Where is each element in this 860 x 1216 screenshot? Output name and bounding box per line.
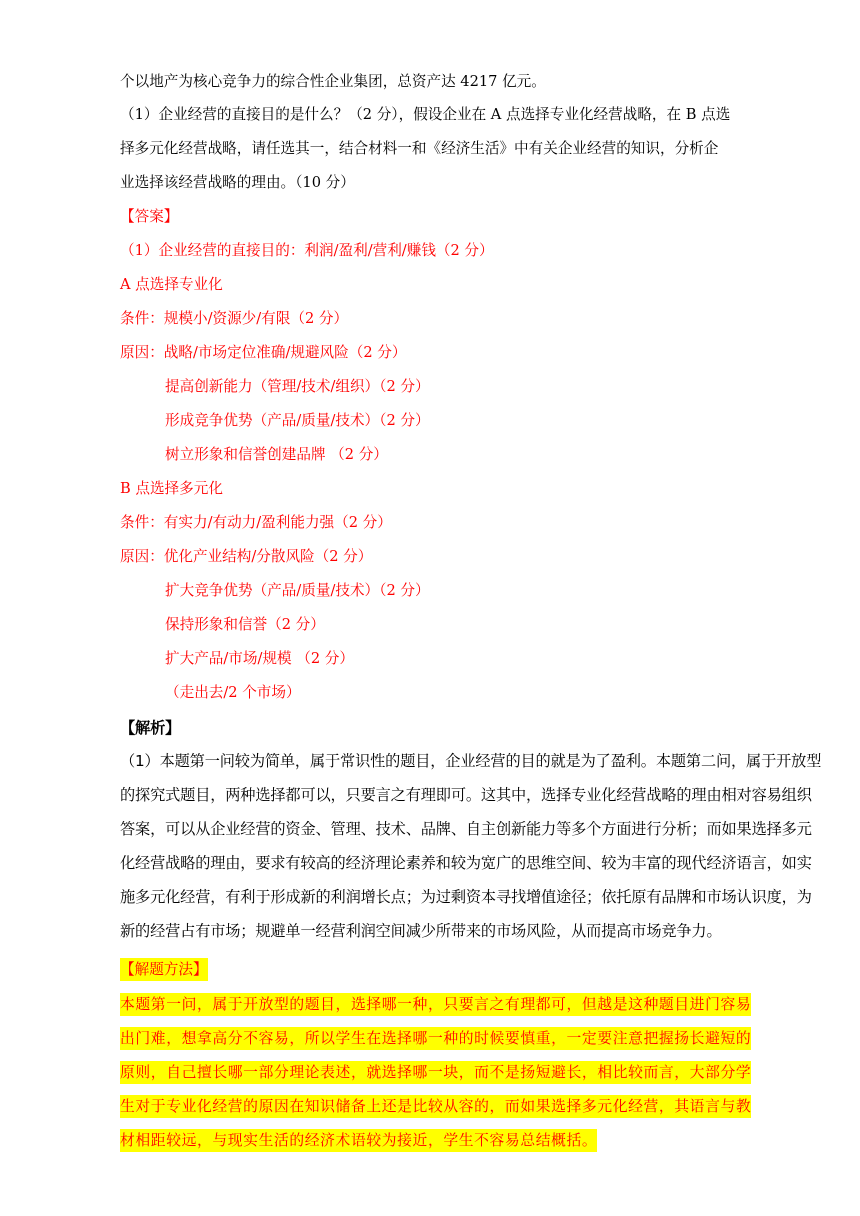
- method-heading-row: [120, 960, 208, 980]
- answer-b-reason: （走出去/2 个市场）: [165, 684, 301, 701]
- answer-b-reason: 保持形象和信誉（2 分）: [165, 616, 325, 633]
- analysis-line: 施多元化经营，有利于形成新的利润增长点；为过剩资本寻找增值途径；依托原有品牌和市场认识度，为: [120, 888, 812, 906]
- method-row: [120, 1063, 751, 1083]
- question-line-1: （1）企业经营的直接目的是什么？（2 分），假设企业在 A 点选择专业化经营战略，在 B 点选: [120, 106, 731, 123]
- analysis-line: 答案，可以从企业经营的资金、管理、技术、品牌、自主创新能力等多个方面进行分析；而如果选择多元: [120, 820, 812, 838]
- answer-b-condition: 条件：有实力/有动力/盈利能力强（2 分）: [120, 514, 392, 531]
- analysis-line: （1）本题第一问较为简单，属于常识性的题目，企业经营的目的就是为了盈利。本题第二问，属于开放型: [120, 752, 822, 770]
- answer-b-reason: 原因：优化产业结构/分散风险（2 分）: [120, 548, 373, 565]
- answer-a-condition: 条件：规模小/资源少/有限（2 分）: [120, 310, 349, 327]
- answer-b-reason: 扩大产品/市场/规模 （2 分）: [165, 650, 354, 667]
- method-heading: 【解题方法】: [120, 958, 208, 981]
- method-line: 材相距较远，与现实生活的经济术语较为接近，学生不容易总结概括。: [120, 1129, 597, 1152]
- answer-b-reason: 扩大竞争优势（产品/质量/技术）（2 分）: [165, 582, 430, 599]
- analysis-line: 化经营战略的理由，要求有较高的经济理论素养和较为宽广的思维空间、较为丰富的现代经济语言，如实: [120, 854, 812, 872]
- answer-a-reason: 树立形象和信誉创建品牌 （2 分）: [165, 446, 388, 463]
- answer-a-reason: 形成竞争优势（产品/质量/技术）（2 分）: [165, 412, 430, 429]
- answer-purpose: （1）企业经营的直接目的：利润/盈利/营利/赚钱（2 分）: [120, 242, 494, 259]
- method-row: [120, 1029, 751, 1049]
- method-line: 原则，自己擅长哪一部分理论表述，就选择哪一块，而不是扬短避长，相比较而言，大部分学: [120, 1061, 751, 1084]
- method-row: [120, 995, 751, 1015]
- method-row: [120, 1097, 751, 1117]
- method-line: 出门难，想拿高分不容易，所以学生在选择哪一种的时候要慎重，一定要注意把握扬长避短的: [120, 1027, 751, 1050]
- question-line-3: 业选择该经营战略的理由。（10 分）: [120, 174, 355, 191]
- answer-a-title: A 点选择专业化: [120, 276, 223, 293]
- answer-heading: 【答案】: [120, 208, 179, 225]
- method-row: [120, 1131, 597, 1151]
- analysis-line: 新的经营占有市场；规避单一经营利润空间减少所带来的市场风险，从而提高市场竞争力。: [120, 922, 722, 940]
- analysis-heading: 【解析】: [120, 719, 181, 737]
- answer-a-reason: 原因：战略/市场定位准确/规避风险（2 分）: [120, 344, 407, 361]
- intro-line: 个以地产为核心竞争力的综合性企业集团，总资产达 4217 亿元。: [120, 73, 546, 90]
- answer-b-title: B 点选择多元化: [120, 480, 223, 497]
- method-line: 生对于专业化经营的原因在知识储备上还是比较从容的，而如果选择多元化经营，其语言与教: [120, 1095, 751, 1118]
- answer-a-reason: 提高创新能力（管理/技术/组织）（2 分）: [165, 378, 430, 395]
- method-line: 本题第一问，属于开放型的题目，选择哪一种，只要言之有理都可，但越是这种题目进门容易: [120, 993, 751, 1016]
- analysis-line: 的探究式题目，两种选择都可以，只要言之有理即可。这其中，选择专业化经营战略的理由相对容易组织: [120, 786, 812, 804]
- question-line-2: 择多元化经营战略，请任选其一，结合材料一和《经济生活》中有关企业经营的知识，分析企: [120, 140, 719, 157]
